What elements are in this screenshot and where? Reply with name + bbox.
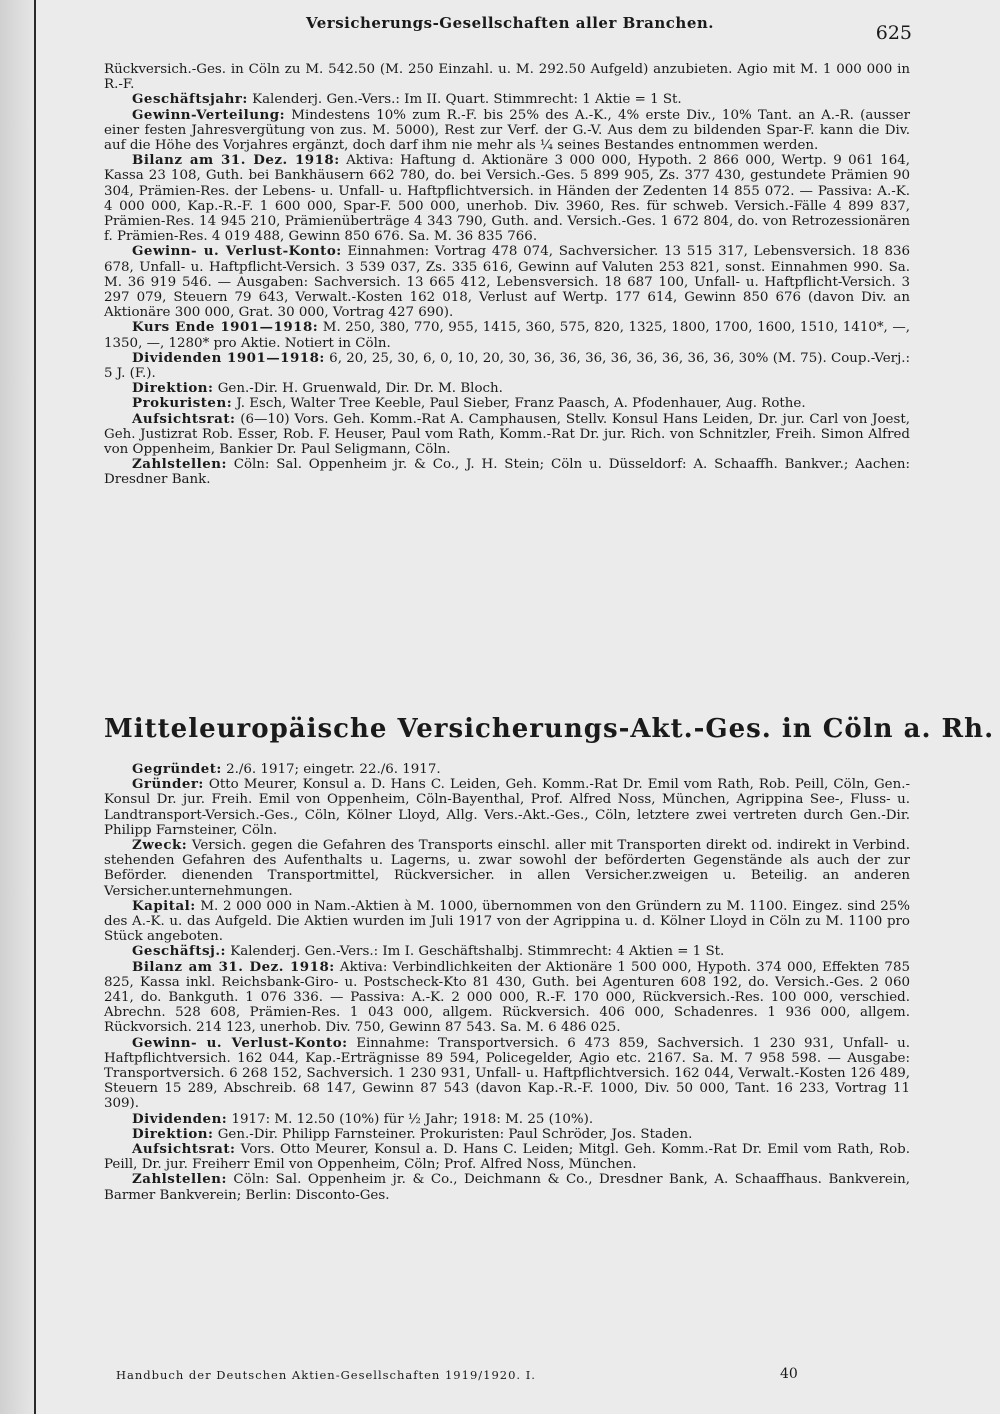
entry-label: Direktion: bbox=[132, 1125, 214, 1142]
entry-paragraph bbox=[104, 1172, 910, 1202]
footer-signature: 40 bbox=[780, 1366, 798, 1382]
section-1 bbox=[104, 62, 910, 488]
entry-text: J. Esch, Walter Tree Keeble, Paul Sieber, Franz Paasch, A. Pfodenhauer, Aug. Rothe. bbox=[232, 396, 806, 412]
running-header: Versicherungs-Gesellschaften aller Branchen. bbox=[305, 14, 714, 32]
entry-paragraph bbox=[104, 92, 910, 107]
entry-paragraph bbox=[104, 762, 910, 777]
entry-label: Dividenden: bbox=[132, 1110, 228, 1127]
entry-text: Kalenderj. Gen.-Vers.: Im II. Quart. Stimmrecht: 1 Aktie = 1 St. bbox=[247, 92, 682, 108]
entry-text: Cöln: Sal. Oppenheim jr. & Co., Deichmann & Co., Dresdner Bank, A. Schaaffhaus. Bankverein, Barmer Bankverein; Berlin: Disconto-Ges. bbox=[104, 1172, 910, 1203]
entry-paragraph bbox=[104, 960, 910, 1036]
entry-text: Vors. Otto Meurer, Konsul a. D. Hans C. Leiden; Mitgl. Geh. Komm.-Rat Dr. Emil vom Rath, Rob. Peill, Dr. jur. Freiherr Emil von Oppenheim, Cöln; Prof. Alfred Noss, München. bbox=[104, 1142, 910, 1173]
page-edge-shadow bbox=[0, 0, 34, 1414]
entry-paragraph bbox=[104, 899, 910, 945]
entry-text: Aktiva: Haftung d. Aktionäre 3 000 000, Hypoth. 2 866 000, Wertp. 9 061 164, Kassa 23 108, Guth. bei Bankhäusern 662 780, do. bei Versich.-Ges. 5 899 905, Zs. 377 430, gestundete Prämien 90 304, Prämien-Res. der Lebens- u. Unfall- u. Haftpflichtversich. in Händen der Zedenten 14 855 072. — Passiva: A.-K. 4 000 000, Kap.-R.-F. 1 600 000, Spar-F. 500 000, unerhob. Div. 3960, Res. für schweb. Versich.-Fälle 4 899 837, Prämien-Res. 14 945 210, Prämienüberträge 4 343 790, Guth. and. Versich.-Ges. 1 672 804, do. von Retrozessionären f. Prämien-Res. 4 019 488, Gewinn 850 676. Sa. M. 36 835 766. bbox=[104, 153, 910, 245]
entry-paragraph bbox=[104, 153, 910, 244]
entry-text: Einnahmen: Vortrag 478 074, Sachversicher. 13 515 317, Lebensversich. 18 836 678, Unfall- u. Haftpflicht-Versich. 3 539 037, Zs. 335 616, Gewinn auf Valuten 253 821, sonst. Einnahmen 990. Sa. M. 36 919 546. — Ausgaben: Sachversich. 13 665 412, Lebensversich. 18 687 100, Unfall- u. Haftpflicht-Versich. 3 297 079, Steuern 79 643, Verwalt.-Kosten 162 018, Verlust auf Wertp. 177 614, Gewinn 850 676 (davon Div. an Aktionäre 300 000, Grat. 30 000, Vortrag 427 690). bbox=[104, 244, 910, 321]
entry-label: Geschäftsjahr: bbox=[132, 91, 248, 108]
entry-paragraph bbox=[104, 1142, 910, 1172]
footer-imprint: Handbuch der Deutschen Aktien-Gesellschaften 1919/1920. I. bbox=[116, 1368, 536, 1382]
entry-text: 1917: M. 12.50 (10%) für ½ Jahr; 1918: M. 25 (10%). bbox=[227, 1111, 594, 1127]
entry-label: Geschäftsj.: bbox=[132, 943, 226, 960]
entry-paragraph bbox=[104, 244, 910, 320]
section-1-rows bbox=[104, 92, 910, 487]
entry-label: Aufsichtsrat: bbox=[132, 410, 236, 427]
entry-text: (6—10) Vors. Geh. Komm.-Rat A. Camphausen, Stellv. Konsul Hans Leiden, Dr. jur. Carl von Joest, Geh. Justizrat Rob. Esser, Rob. F. Heuser, Paul vom Rath, Komm.-Rat Dr. jur. Rich. von Schnitzler, Freih. Simon Alfred von Oppenheim, Bankier Dr. Paul Seligmann, Cöln. bbox=[104, 411, 910, 458]
entry-text: M. 250, 380, 770, 955, 1415, 360, 575, 820, 1325, 1800, 1700, 1600, 1510, 1410*, —, 1350, —, 1280* pro Aktie. Notiert in Cöln. bbox=[104, 320, 910, 351]
entry-label: Zweck: bbox=[132, 837, 188, 854]
entry-label: Zahlstellen: bbox=[132, 1171, 227, 1188]
entry-paragraph bbox=[104, 777, 910, 838]
entry-label: Gegründet: bbox=[132, 761, 222, 777]
entry-paragraph bbox=[104, 838, 910, 899]
entry-text: Cöln: Sal. Oppenheim jr. & Co., J. H. Stein; Cöln u. Düsseldorf: A. Schaaffh. Bankver.; Aachen: Dresdner Bank. bbox=[104, 457, 910, 488]
section-2 bbox=[104, 762, 910, 1203]
entry-label: Direktion: bbox=[132, 380, 214, 397]
entry-label: Prokuristen: bbox=[132, 395, 233, 412]
entry-label: Gründer: bbox=[132, 776, 204, 793]
entry-text: Aktiva: Verbindlichkeiten der Aktionäre 1 500 000, Hypoth. 374 000, Effekten 785 825, Kassa inkl. Reichsbank-Giro- u. Postscheck-Kto 81 430, Guth. bei Agenturen 608 192, do. Versich.-Ges. 2 060 241, do. Bankguth. 1 076 336. — Passiva: A.-K. 2 000 000, R.-F. 170 000, Rückversich.-Res. 100 000, verschied. Abrechn. 528 608, Prämien-Res. 1 043 000, allgem. Rückversich. 406 000, Schadenres. 1 936 000, allgem. Rückvorsich. 214 123, unerhob. Div. 750, Gewinn 87 543. Sa. M. 6 486 025. bbox=[104, 959, 910, 1036]
entry-label: Gewinn- u. Verlust-Konto: bbox=[132, 1034, 348, 1051]
entry-label: Kapital: bbox=[132, 897, 196, 914]
entry-paragraph bbox=[104, 1127, 910, 1142]
entry-paragraph bbox=[104, 457, 910, 487]
entry-paragraph bbox=[104, 412, 910, 458]
entry-paragraph bbox=[104, 320, 910, 350]
entry-paragraph bbox=[104, 1112, 910, 1127]
entry-text: Mindestens 10% zum R.-F. bis 25% des A.-K., 4% erste Div., 10% Tant. an A.-R. (ausser einer festen Jahresvergütung von zus. M. 5000), Rest zur Verf. der G.-V. Aus dem zu bildenden Spar-F. kann die Div. auf die Höhe des Vorjahres ergänzt, doch darf ihm nie mehr als ¼ seines Bestandes entnommen werden. bbox=[104, 107, 910, 154]
entry-text: Versich. gegen die Gefahren des Transports einschl. aller mit Transporten direkt od. indirekt in Verbind. stehenden Gefahren des Aufenthalts u. Lagerns, u. zwar sowohl der beförderten Gegenstände als auch der zur Beförder. dienenden Transportmittel, Rückversicher. in allen Versicher.zweigen u. Beteilig. an anderen Versicher.unternehmungen. bbox=[104, 838, 910, 899]
entry-text: Gen.-Dir. H. Gruenwald, Dir. Dr. M. Bloch. bbox=[213, 381, 503, 397]
entry-text: Otto Meurer, Konsul a. D. Hans C. Leiden, Geh. Komm.-Rat Dr. Emil vom Rath, Rob. Peill, Cöln, Gen.-Konsul Dr. jur. Freih. Emil von Oppenheim, Cöln-Bayenthal, Prof. Alfred Noss, München, Agrippina See-, Fluss- u. Landtransport-Versich.-Ges., Cöln, Kölner Lloyd, Allg. Vers.-Akt.-Ges., Cöln, letztere zwei vertreten durch Gen.-Dir. Philipp Farnsteiner, Cöln. bbox=[104, 777, 910, 838]
entry-label: Bilanz am 31. Dez. 1918: bbox=[132, 152, 340, 169]
company-title: Mitteleuropäische Versicherungs-Akt.-Ges. in Cöln a. Rh. bbox=[104, 714, 995, 744]
entry-text: Gen.-Dir. Philipp Farnsteiner. Prokuristen: Paul Schröder, Jos. Staden. bbox=[213, 1126, 693, 1142]
entry-text: Kalenderj. Gen.-Vers.: Im I. Geschäftshalbj. Stimmrecht: 4 Aktien = 1 St. bbox=[226, 944, 725, 960]
page-edge-line bbox=[34, 0, 36, 1414]
entry-paragraph bbox=[104, 1036, 910, 1112]
section-2-rows bbox=[104, 762, 910, 1203]
page-number: 625 bbox=[875, 22, 912, 44]
entry-paragraph bbox=[104, 944, 910, 959]
entry-label: Gewinn- u. Verlust-Konto: bbox=[132, 243, 342, 260]
entry-label: Gewinn-Verteilung: bbox=[132, 106, 286, 123]
entry-paragraph bbox=[104, 396, 910, 411]
entry-label: Aufsichtsrat: bbox=[132, 1141, 236, 1158]
entry-paragraph bbox=[104, 381, 910, 396]
entry-label: Zahlstellen: bbox=[132, 456, 227, 473]
section-1-intro: Rückversich.-Ges. in Cöln zu M. 542.50 (M. 250 Einzahl. u. M. 292.50 Aufgeld) anzubieten. Agio mit M. 1 000 000 in R.-F. bbox=[104, 62, 910, 93]
entry-label: Bilanz am 31. Dez. 1918: bbox=[132, 958, 335, 975]
entry-text: Einnahme: Transportversich. 6 473 859, Sachversich. 1 230 931, Unfall- u. Haftpflichtversich. 162 044, Kap.-Erträgnisse 89 594, Policegelder, Agio etc. 2167. Sa. M. 7 958 598. — Ausgabe: Transportversich. 6 268 152, Sachversich. 1 230 931, Unfall- u. Haftpflichtversich. 162 044, Verwalt.-Kosten 126 489, Steuern 15 289, Abschreib. 68 147, Gewinn 87 543 (davon Kap.-R.-F. 1000, Div. 50 000, Tant. 16 233, Vortrag 11 309). bbox=[104, 1035, 910, 1112]
entry-label: Dividenden 1901—1918: bbox=[132, 349, 325, 366]
entry-text: M. 2 000 000 in Nam.-Aktien à M. 1000, übernommen von den Gründern zu M. 1100. Eingez. sind 25% des A.-K. u. das Aufgeld. Die Aktien wurden im Juli 1917 von der Agrippina u. d. Kölner Lloyd in Cöln zu M. 1100 pro Stück angeboten. bbox=[104, 898, 910, 945]
entry-text: 2./6. 1917; eingetr. 22./6. 1917. bbox=[221, 762, 441, 777]
entry-paragraph bbox=[104, 351, 910, 381]
entry-label: Kurs Ende 1901—1918: bbox=[132, 319, 319, 336]
entry-text: 6, 20, 25, 30, 6, 0, 10, 20, 30, 36, 36, 36, 36, 36, 36, 36, 36, 30% (M. 75). Coup.-Verj.: 5 J. (F.). bbox=[104, 350, 910, 382]
entry-paragraph bbox=[104, 108, 910, 154]
